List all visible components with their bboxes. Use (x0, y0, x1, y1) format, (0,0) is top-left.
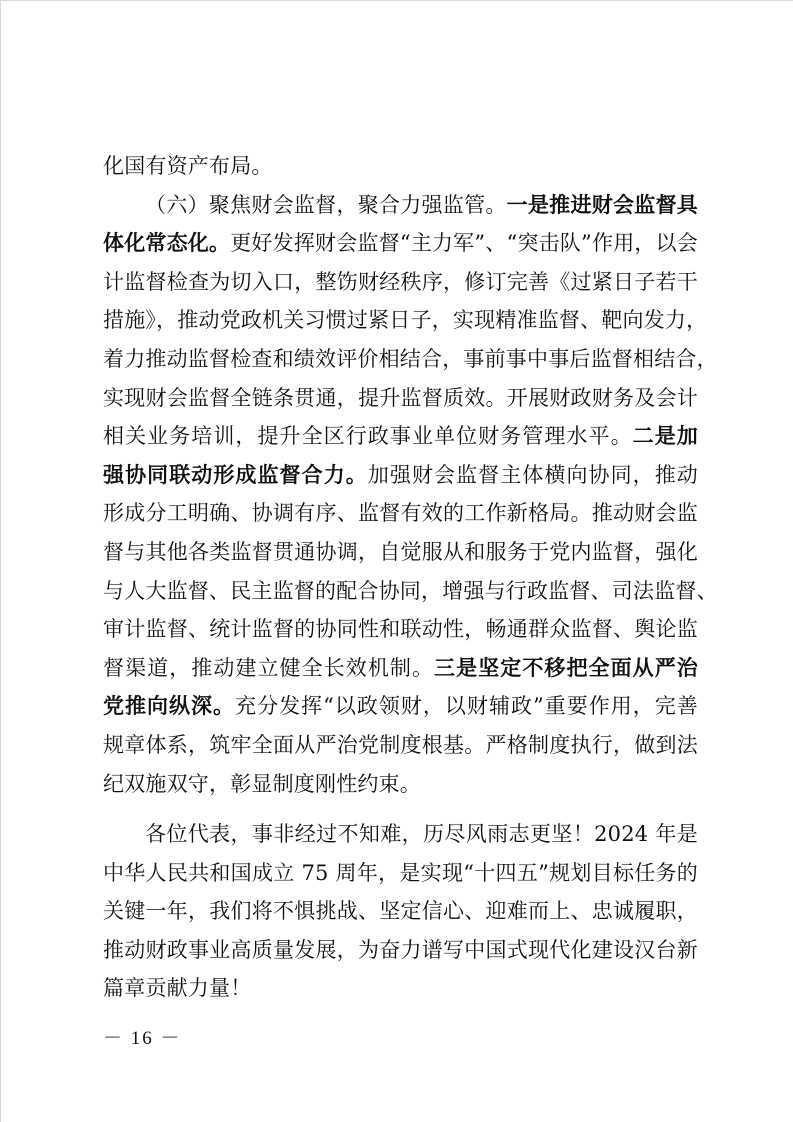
text-line: 中华人民共和国成立 75 周年，是实现“十四五”规划目标任务的 (103, 860, 698, 885)
text-line: 推动财政事业高质量发展，为奋力谱写中国式现代化建设汉台新 (103, 937, 698, 962)
page-number: － 16 － (103, 1028, 182, 1049)
bold-point-one: 一是推进财会监督具 (506, 192, 698, 217)
text-line: 规章体系，筑牢全面从严治党制度根基。严格制度执行，做到法 (103, 732, 698, 757)
text-line: 措施》，推动党政机关习惯过紧日子，实现精准监督、靶向发力， (103, 308, 708, 333)
bold-point-two-cont: 强协同联动形成监督合力。 (103, 462, 368, 487)
bold-point-three-cont: 党推向纵深。 (103, 694, 236, 719)
text-line: 纪双施双守，彰显制度刚性约束。 (103, 771, 421, 796)
paragraph-gap (103, 803, 698, 815)
text-line: 形成分工明确、协调有序、监督有效的工作新格局。推动财会监 (103, 501, 698, 526)
text-line: 各位代表，事非经过不知难，历尽风雨志更坚！2024 年是 (145, 822, 698, 847)
text-line: 与人大监督、民主监督的配合协同，增强与行政监督、司法监督、 (103, 578, 718, 603)
text-line: 实现财会监督全链条贯通，提升监督质效。开展财政财务及会计 (103, 385, 698, 410)
bold-point-one-cont: 体化常态化。 (103, 231, 231, 256)
text-line (103, 649, 698, 688)
text-span: 相关业务培训，提升全区行政事业单位财务管理水平。 (103, 424, 633, 449)
text-span: 督渠道，推动建立健全长效机制。 (103, 655, 435, 680)
text-line: 化国有资产布局。 (103, 154, 273, 178)
text-line: 着力推动监督检查和绩效评价相结合，事前事中事后监督相结合， (103, 346, 718, 371)
text-line (103, 687, 698, 726)
text-span: 加强财会监督主体横向协同，推动 (367, 462, 698, 487)
text-line: 督与其他各类监督贯通协调，自觉服从和服务于党内监督，强化 (103, 539, 698, 564)
bold-point-three: 三是坚定不移把全面从严治 (434, 655, 699, 680)
text-line (103, 417, 698, 456)
text-span: 充分发挥“以政领财，以财辅政”重要作用，完善 (235, 694, 698, 719)
bold-point-two: 二是加 (632, 424, 698, 449)
text-span: 更好发挥财会监督“主力军”、“突击队”作用，以会 (230, 231, 698, 256)
text-line (103, 224, 698, 263)
section-heading: （六）聚焦财会监督，聚合力强监管。 (145, 192, 507, 217)
text-line: 审计监督、统计监督的协同性和联动性，畅通群众监督、舆论监 (103, 617, 698, 642)
text-line (103, 186, 698, 225)
text-line: 篇章贡献力量！ (103, 976, 252, 1001)
text-line (103, 456, 698, 495)
document-body (103, 147, 718, 1008)
text-line: 计监督检查为切入口，整饬财经秩序，修订完善《过紧日子若干 (103, 269, 698, 294)
text-line: 关键一年，我们将不惧挑战、坚定信心、迎难而上、忠诚履职， (103, 899, 698, 924)
